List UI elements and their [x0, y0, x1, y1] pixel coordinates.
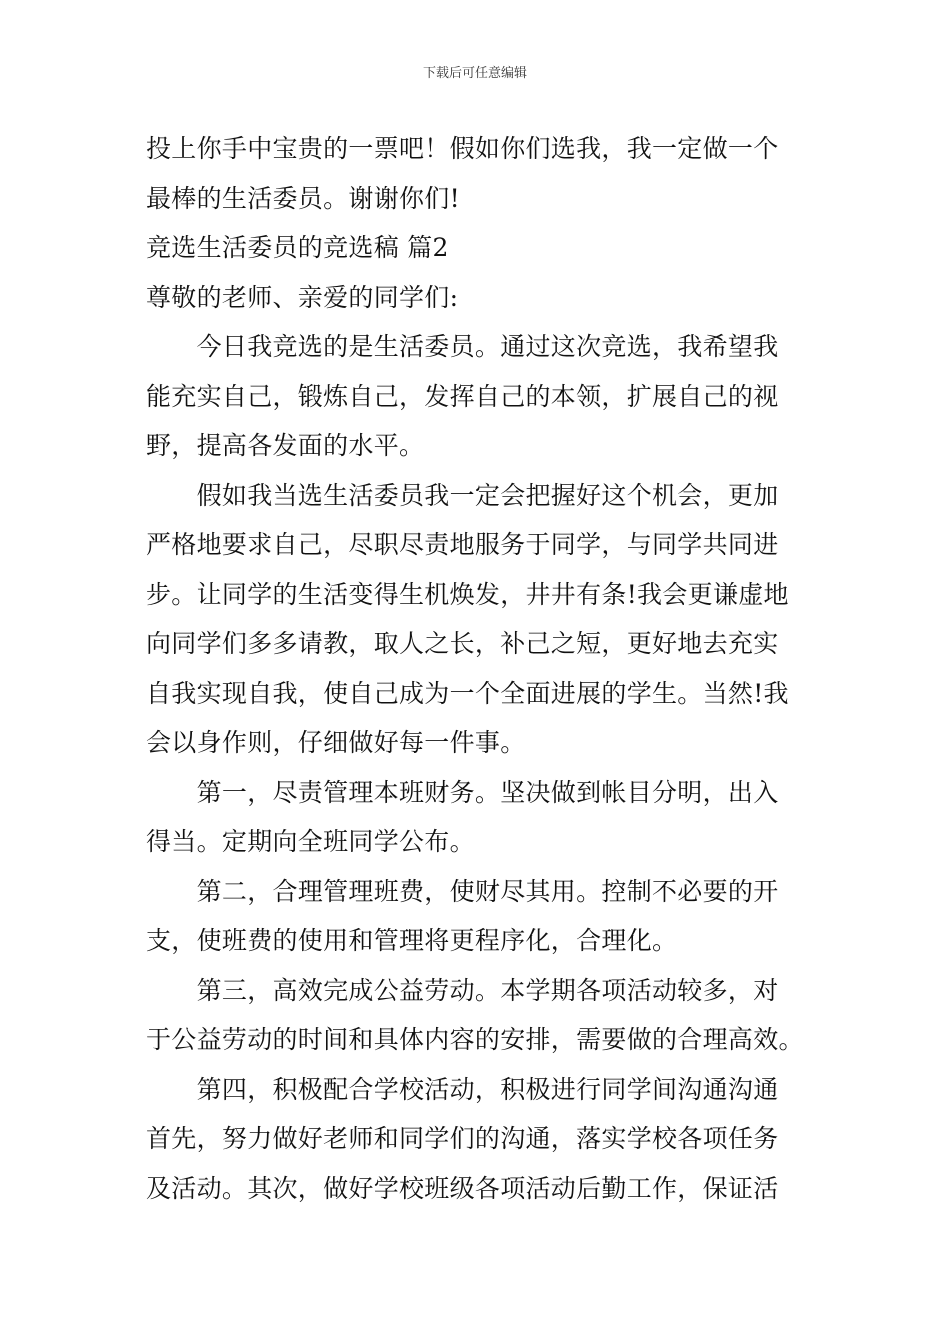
text-line-16: 第二，合理管理班费，使财尽其用。控制不必要的开: [146, 876, 779, 906]
page-header-note: 下载后可任意编辑: [422, 66, 527, 81]
text-line-2: 最棒的生活委员。谢谢你们!: [146, 183, 460, 213]
salutation: 尊敬的老师、亲爱的同学们:: [146, 282, 459, 312]
text-line-20: 第四，积极配合学校活动，积极进行同学间沟通沟通: [146, 1074, 779, 1104]
text-line-11: 向同学们多多请教，取人之长，补己之短，更好地去充实: [146, 629, 779, 658]
text-line-18: 第三，高效完成公益劳动。本学期各项活动较多，对: [146, 975, 779, 1005]
document-body: [146, 124, 810, 1213]
text-line-13: 会以身作则，仔细做好每一件事。: [146, 728, 526, 757]
text-line-15: 得当。定期向全班同学公布。: [146, 827, 475, 856]
text-line-12: 自我实现自我，使自己成为一个全面进展的学生。当然!我: [146, 678, 789, 708]
text-line-19: 于公益劳动的时间和具体内容的安排，需要做的合理高效。: [146, 1025, 804, 1054]
text-line-21: 首先，努力做好老师和同学们的沟通，落实学校各项任务: [146, 1124, 779, 1153]
text-line-6: 能充实自己，锻炼自己，发挥自己的本领，扩展自己的视: [146, 381, 779, 411]
text-line-17: 支，使班费的使用和管理将更程序化，合理化。: [146, 926, 678, 955]
text-line-8: 假如我当选生活委员我一定会把握好这个机会，更加: [146, 480, 779, 510]
text-line-1: 投上你手中宝贵的一票吧！假如你们选我，我一定做一个: [146, 134, 779, 163]
section-title: 竞选生活委员的竞选稿 篇2: [146, 233, 449, 262]
text-line-22: 及活动。其次，做好学校班级各项活动后勤工作，保证活: [146, 1173, 779, 1203]
text-line-9: 严格地要求自己，尽职尽责地服务于同学，与同学共同进: [146, 530, 779, 559]
text-line-5: 今日我竞选的是生活委员。通过这次竞选，我希望我: [146, 332, 779, 361]
text-line-14: 第一，尽责管理本班财务。坚决做到帐目分明，出入: [146, 777, 779, 807]
text-line-7: 野，提高各发面的水平。: [146, 431, 425, 460]
text-line-10: 步。让同学的生活变得生机焕发，井井有条!我会更谦虚地: [146, 579, 789, 609]
